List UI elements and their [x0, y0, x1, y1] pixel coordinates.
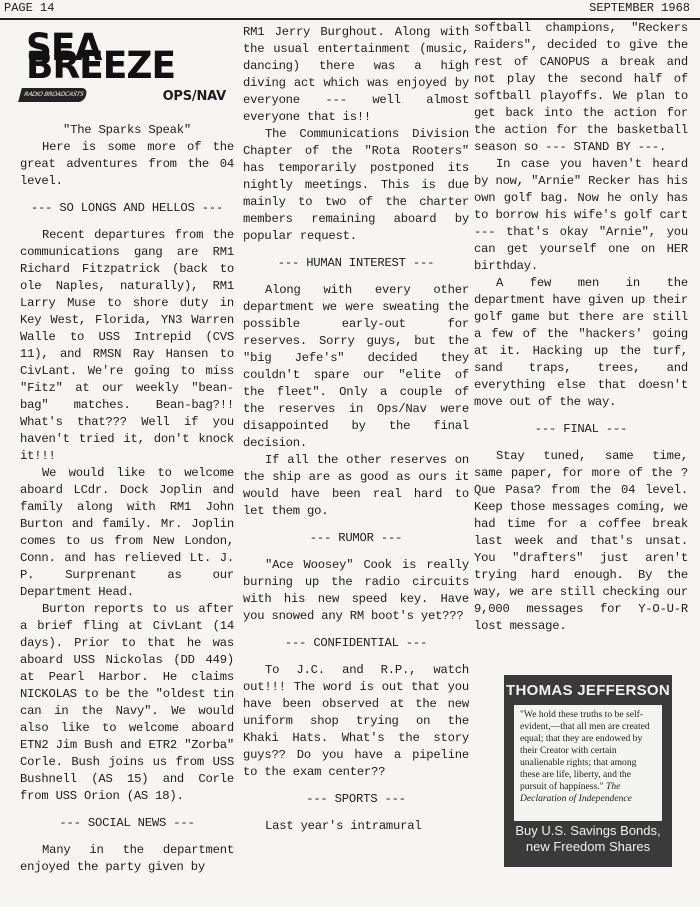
ad-title: THOMAS JEFFERSON	[506, 682, 670, 699]
paragraph: Last year's intramural	[265, 819, 422, 833]
paragraph: Recent departures from the communications gang are RM1 Richard Fitzpatrick (back to ole Naples, naturally), RM1 Larry Muse to shore duty in Key West, Florida, YN3 Warren Walle to USS Intrepid (CVS 11), and RMSN Ray Hansen to CivLant. We're going to miss "Fitz" at our weekly "bean-bag" matches. Bean-bag?!! What's that??? Well if you haven't tried it, don't knock it!!!	[20, 228, 234, 463]
paragraph: In case you haven't heard by now, "Arnie" Recker has his own golf bag. Now he only has to borrow his wife's golf cart --- that's okay "Arnie", you can get yourself one on HER birthday.	[474, 157, 688, 273]
section-heading: --- FINAL ---	[534, 422, 628, 436]
section-heading: --- CONFIDENTIAL ---	[284, 636, 428, 650]
radio-logo: RADIO BROADCASTS	[18, 88, 88, 102]
section-heading: --- SPORTS ---	[306, 792, 406, 806]
ad-footer	[504, 823, 672, 855]
paragraph: Many in the department enjoyed the party given by	[20, 843, 234, 874]
paragraph: The Communications Division Chapter of the "Rota Rooters" has temporarily postponed its nightly meetings. This is due mainly to two of the charter members remaining aboard by popular request.	[243, 127, 469, 243]
section-heading: --- RUMOR ---	[309, 531, 403, 545]
masthead	[20, 22, 234, 122]
paragraph: Along with every other department we were sweating the possible early-out for reserves. Sorry guys, but the "big Jefe's" decided they couldn't spare our "elite of the fleet". Only a couple of the reserves in Ops/Nav were disappointed by the final decision.	[243, 283, 469, 450]
masthead-department: OPS/NAV	[162, 89, 226, 104]
section-heading: --- HUMAN INTEREST ---	[277, 256, 435, 270]
column-1	[20, 22, 234, 876]
ad-source: The Declaration of Independence	[520, 781, 632, 804]
savings-bond-ad	[504, 675, 672, 867]
paragraph: To J.C. and R.P., watch out!!! The word is out that you have been observed at the new uniform shop trying on the Khaki Hats. What's the story guys?? Do you have a pipeline to the exam center??	[243, 663, 469, 779]
paragraph: softball champions, "Reckers Raiders", decided to give the rest of CANOPUS a break and not play the second half of softball playoffs. We plan to get back into the action for the action for the basketball season so --- STAND BY ---.	[474, 21, 688, 154]
ad-line-1: Buy U.S. Savings Bonds,	[515, 823, 661, 838]
ad-quote-box	[514, 705, 662, 821]
paragraph: Burton reports to us after a brief fling at CivLant (14 days). Prior to that he was aboard USS Nickolas (DD 449) at Pearl Harbor. He claims NICKOLAS to be the "oldest tin can in the Navy". We would also like to welcome aboard ETN2 Jim Bush and ETR2 "Zorba" Corle. Bush joins us from USS Bushnell (AS 15) and Corle from USS Orion (AS 18).	[20, 602, 234, 803]
page-number: PAGE 14	[4, 1, 55, 15]
section-heading: --- SO LONGS AND HELLOS ---	[30, 201, 224, 215]
column-1-body	[20, 122, 234, 876]
ad-line-2: new Freedom Shares	[525, 839, 651, 854]
paragraph: We would like to welcome aboard LCdr. Dock Joplin and family along with RM1 John Burton and family. Mr. Joplin comes to us from New London, Conn. and has relieved Lt. J. P. Surprenant as our Department Head.	[20, 466, 234, 599]
column-subtitle: "The Sparks Speak"	[62, 123, 192, 137]
column-2	[243, 24, 469, 835]
issue-date: SEPTEMBER 1968	[589, 1, 690, 15]
column-3-body	[474, 20, 688, 635]
paragraph: RM1 Jerry Burghout. Along with the usual entertainment (music, dancing) there was a high diving act which was enjoyed by everyone --- well almost everyone that is!!	[243, 25, 469, 124]
column-2-body	[243, 24, 469, 835]
ad-quote: "We hold these truths to be self-evident,—that all men are created equal; that they are endowed by their Creator with certain unalienable rights; that among these are life, liberty, and the pursuit of happiness."	[520, 709, 650, 792]
paragraph: Stay tuned, same time, same paper, for more of the ?Que Pasa? from the 04 level. Keep those messages coming, we had time for a coffee break last week and that's unsat. You "drafters" just aren't trying hard enough. By the way, we are still checking our 9,000 messages for Y-O-U-R lost message.	[474, 449, 688, 633]
page-header	[0, 0, 700, 20]
paragraph: If all the other reserves on the ship are as good as ours it would have been real hard to let them go.	[243, 453, 469, 518]
paragraph: Here is some more of the great adventures from the 04 level.	[20, 140, 234, 188]
masthead-title: SEA BREEZE	[26, 26, 176, 88]
paragraph: "Ace Woosey" Cook is really burning up the radio circuits with his new speed key. Have you snowed any RM boot's yet???	[243, 558, 469, 623]
paragraph: A few men in the department have given up their golf game but there are still a few of the "hackers' going at it. Hacking up the turf, sand traps, trees, and everything else that doesn't move out of the way.	[474, 276, 688, 409]
section-heading: --- SOCIAL NEWS ---	[59, 816, 195, 830]
column-3	[474, 20, 688, 635]
